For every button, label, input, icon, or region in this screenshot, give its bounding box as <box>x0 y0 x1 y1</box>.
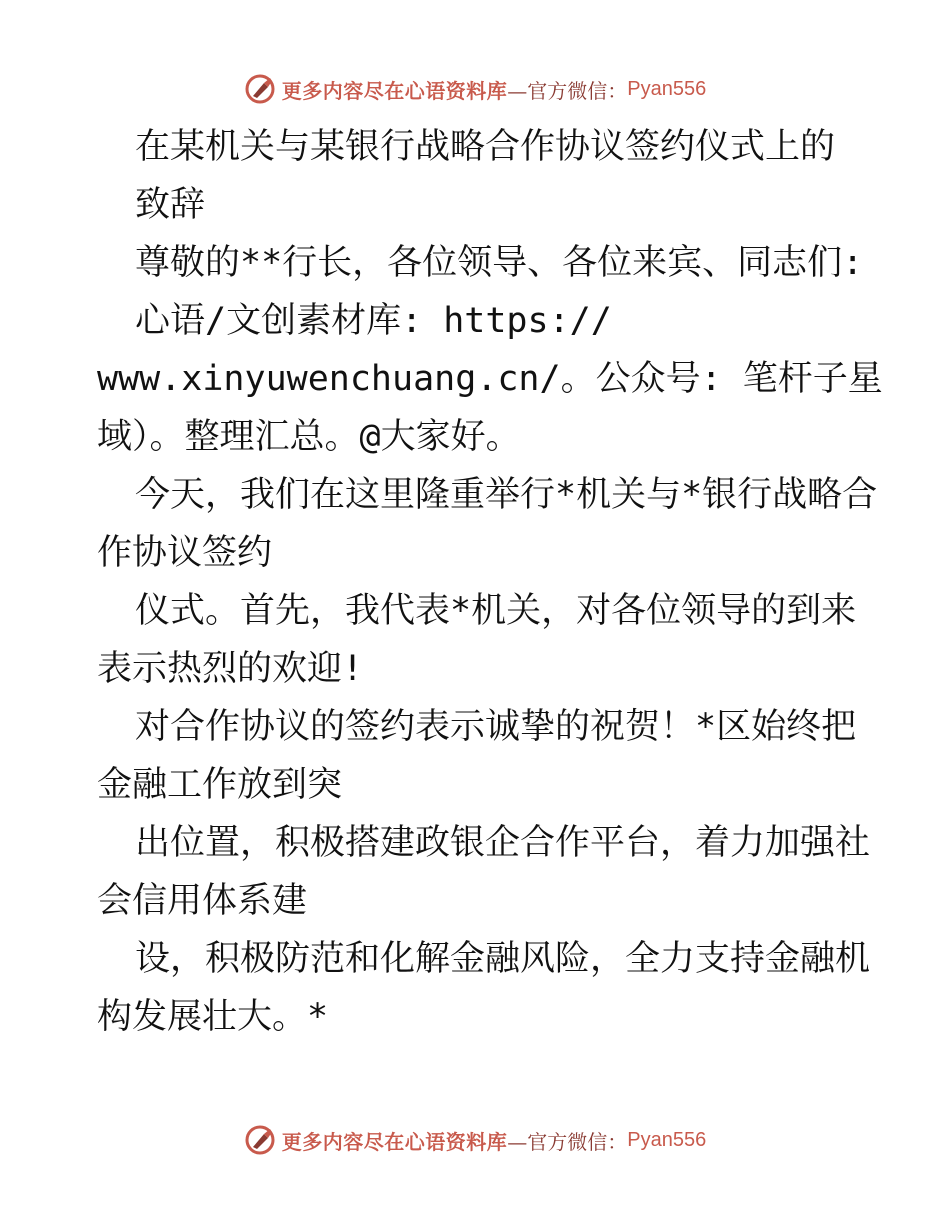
banner-main-text: 更多内容尽在心语资料库 <box>281 78 508 103</box>
paragraph-line: 金融工作放到突 <box>97 765 343 805</box>
paragraph-line: 仪式。首先，我代表*机关，对各位领导的到来 <box>135 591 857 631</box>
banner-sub-text: —官方微信： <box>507 78 628 103</box>
paragraph-line: 出位置，积极搭建政银企合作平台，着力加强社 <box>135 823 871 863</box>
paragraph-line: 构发展壮大。* <box>97 997 329 1037</box>
banner-wechat-id: Pyan556 <box>627 1128 707 1151</box>
paragraph-line: 会信用体系建 <box>97 881 308 921</box>
paragraph-line: 今天，我们在这里隆重举行*机关与*银行战略合 <box>135 475 878 515</box>
paragraph-line: www.xinyuwenchuang.cn/。公众号: 笔杆子星 <box>97 359 883 399</box>
document-title-line: 致辞 <box>135 185 206 225</box>
salutation-line: 尊敬的**行长，各位领导、各位来宾、同志们: <box>135 243 864 283</box>
paragraph-line: 设，积极防范和化解金融风险，全力支持金融机 <box>135 939 871 979</box>
banner-wechat-id: Pyan556 <box>627 77 707 100</box>
paragraph-line: 表示热烈的欢迎! <box>97 649 364 689</box>
header-banner <box>0 69 950 109</box>
banner-main-text: 更多内容尽在心语资料库 <box>281 1129 508 1154</box>
paragraph-line: 心语/文创素材库: https:// <box>135 301 612 341</box>
document-title-line: 在某机关与某银行战略合作协议签约仪式上的 <box>135 127 836 167</box>
pen-nib-logo-icon <box>244 73 276 105</box>
footer-banner <box>0 1120 950 1160</box>
document-body <box>97 118 883 1046</box>
paragraph-line: 域）。整理汇总。@大家好。 <box>97 417 521 457</box>
paragraph-line: 对合作协议的签约表示诚挚的祝贺！*区始终把 <box>135 707 857 747</box>
pen-nib-logo-icon <box>244 1124 276 1156</box>
paragraph-line: 作协议签约 <box>97 533 273 573</box>
banner-sub-text: —官方微信： <box>507 1129 628 1154</box>
